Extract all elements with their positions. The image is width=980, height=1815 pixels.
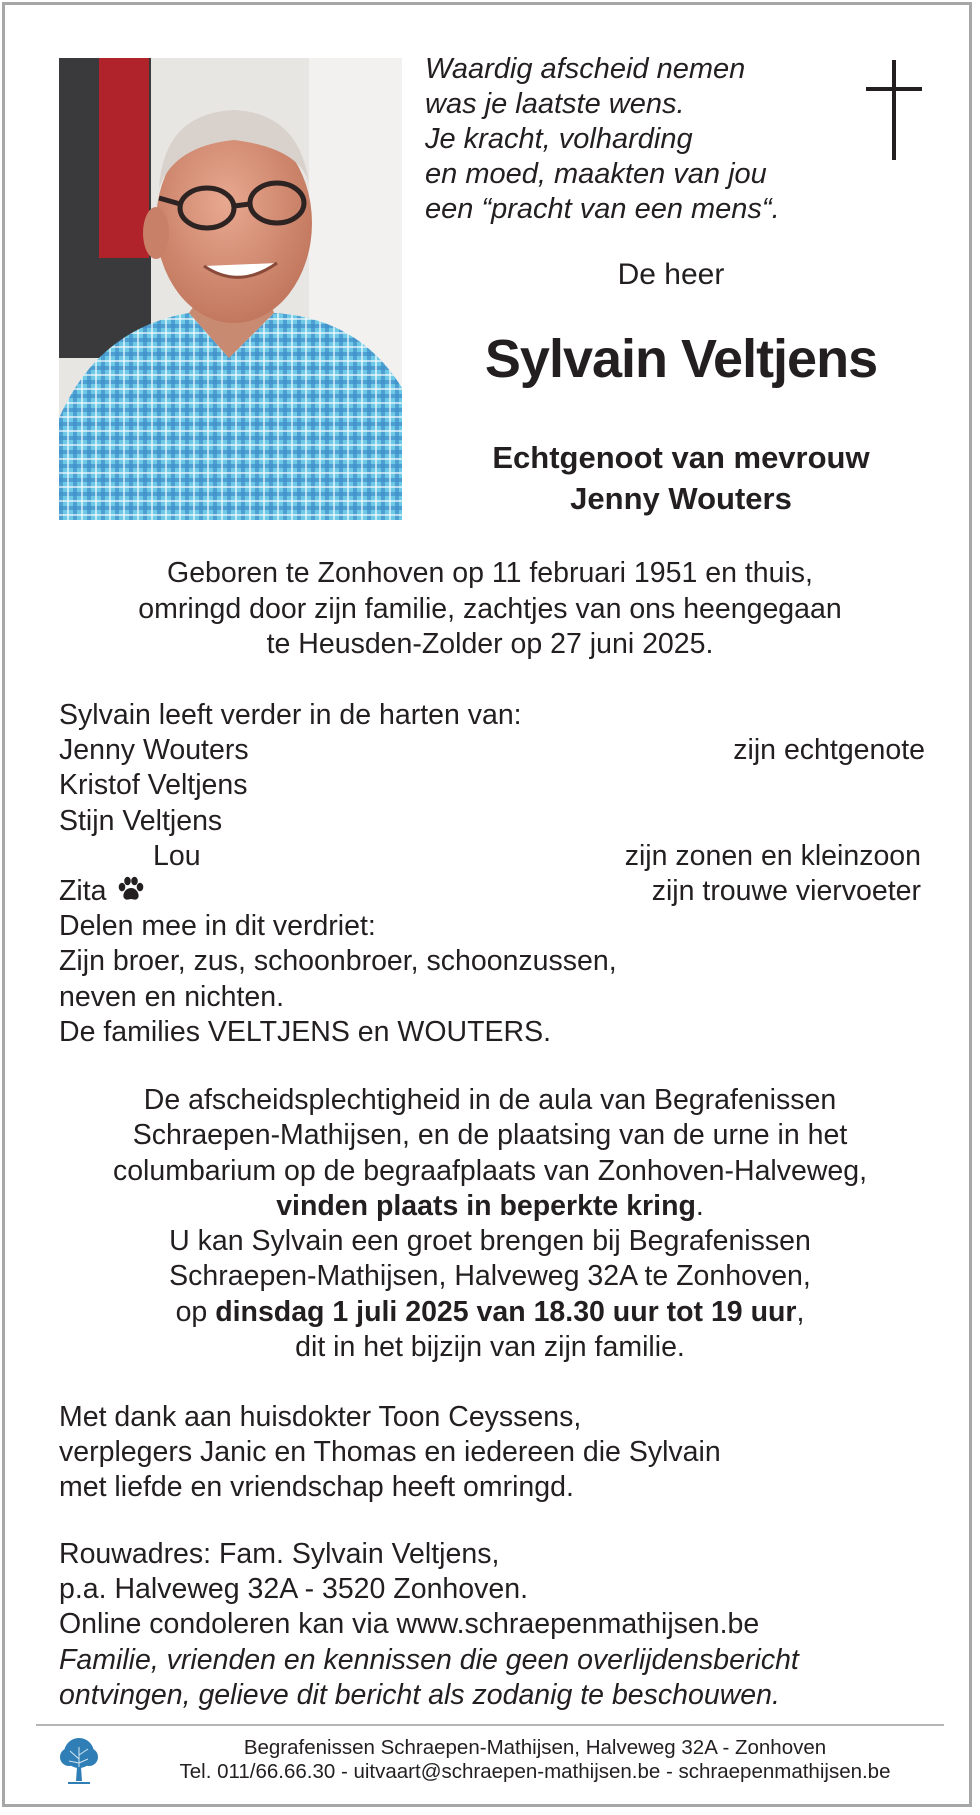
text-line: Rouwadres: Fam. Sylvain Veltjens, xyxy=(59,1538,500,1570)
family-row xyxy=(59,733,925,768)
text-line: De afscheidsplechtigheid in de aula van Begrafenissen xyxy=(143,1084,837,1116)
family-row xyxy=(59,804,925,839)
family-member-name: Stijn Veltjens xyxy=(59,804,223,837)
text-line: Zijn broer, zus, schoonbroer, schoonzussen, xyxy=(59,945,617,978)
deceased-name: Sylvain Veltjens xyxy=(484,329,878,389)
text-line: Online condoleren kan via www.schraepenmathijsen.be xyxy=(59,1608,760,1641)
portrait-photo xyxy=(59,58,402,520)
funeral-home-footer xyxy=(100,1736,970,1784)
poem xyxy=(425,52,825,227)
text-row xyxy=(59,1015,925,1050)
spouse-line: Echtgenoot van mevrouw xyxy=(492,440,870,475)
family-row xyxy=(59,839,925,874)
family-intro xyxy=(59,698,925,733)
poem-line: en moed, maakten van jou xyxy=(425,158,767,190)
footer-divider xyxy=(36,1724,944,1726)
footer-line: Tel. 011/66.66.30 - uitvaart@schraepen-mathijsen.be - schraepenmathijsen.be xyxy=(179,1760,891,1783)
family-list xyxy=(59,698,925,1050)
text-line: ontvingen, gelieve dit bericht als zodanig te beschouwen. xyxy=(59,1678,780,1711)
poem-line: Je kracht, volharding xyxy=(425,123,693,155)
family-row xyxy=(59,768,925,803)
text-line: Schraepen-Mathijsen, en de plaatsing van de urne in het xyxy=(132,1119,848,1152)
text-line: omringd door zijn familie, zachtjes van ons heengegaan xyxy=(138,592,842,625)
text-row xyxy=(59,944,925,979)
cross-icon xyxy=(866,60,922,160)
family-relation: zijn trouwe viervoeter xyxy=(651,874,921,907)
poem-line: Waardig afscheid nemen xyxy=(425,53,746,85)
spouse-name: Jenny Wouters xyxy=(570,481,792,516)
text-fragment: , xyxy=(796,1295,805,1328)
text-line: Delen mee in dit verdriet: xyxy=(59,910,376,943)
family-relation: zijn echtgenote xyxy=(733,734,925,767)
family-relation: zijn zonen en kleinzoon xyxy=(624,839,921,872)
text-line xyxy=(40,1189,940,1224)
ceremony-info xyxy=(40,1083,940,1365)
spouse-info xyxy=(420,437,942,519)
text-row xyxy=(59,909,925,944)
family-member-name: Lou xyxy=(153,839,201,872)
mourning-address xyxy=(59,1537,959,1713)
text-line: met liefde en vriendschap heeft omringd. xyxy=(59,1471,574,1504)
family-member-entry xyxy=(59,874,145,909)
emphasis-text: dinsdag 1 juli 2025 van 18.30 uur tot 19 uur xyxy=(215,1295,797,1328)
text-line: columbarium op de begraafplaats van Zonhoven-Halveweg, xyxy=(112,1154,868,1187)
footer-line: Begrafenissen Schraepen-Mathijsen, Halveweg 32A - Zonhoven xyxy=(243,1736,827,1759)
text-line xyxy=(40,1295,940,1330)
family-row xyxy=(59,874,925,909)
text-line: Familie, vrienden en kennissen die geen overlijdensbericht xyxy=(59,1643,799,1676)
text-row xyxy=(59,980,925,1015)
text-line: De families VELTJENS en WOUTERS. xyxy=(59,1015,552,1048)
text-line: p.a. Halveweg 32A - 3520 Zonhoven. xyxy=(59,1573,528,1606)
thanks-text xyxy=(59,1400,939,1506)
text-fragment: op xyxy=(175,1295,216,1328)
text-line: te Heusden-Zolder op 27 juni 2025. xyxy=(266,628,714,660)
text-line: Sylvain leeft verder in de harten van: xyxy=(59,699,522,731)
text-line: Schraepen-Mathijsen, Halveweg 32A te Zonhoven, xyxy=(169,1260,811,1293)
text-line: U kan Sylvain een groet brengen bij Begrafenissen xyxy=(169,1225,811,1258)
emphasis-text: vinden plaats in beperkte kring xyxy=(276,1189,696,1222)
honorific: De heer xyxy=(617,258,725,291)
poem-line: was je laatste wens. xyxy=(425,88,685,120)
family-member-name: Zita xyxy=(59,874,107,907)
tree-logo-icon xyxy=(58,1737,100,1785)
family-member-name: Jenny Wouters xyxy=(59,734,249,767)
poem-line: een “pracht van een mens“. xyxy=(425,193,780,225)
text-line: dit in het bijzijn van zijn familie. xyxy=(295,1331,685,1364)
text-line: Geboren te Zonhoven op 11 februari 1951 en thuis, xyxy=(167,557,813,589)
paw-icon xyxy=(117,876,145,902)
text-line: Met dank aan huisdokter Toon Ceyssens, xyxy=(59,1401,582,1433)
text-fragment: . xyxy=(695,1189,704,1222)
text-line: neven en nichten. xyxy=(59,980,285,1013)
text-line: verplegers Janic en Thomas en iedereen die Sylvain xyxy=(59,1436,721,1469)
family-member-name: Kristof Veltjens xyxy=(59,769,248,802)
birth-death-text xyxy=(60,556,920,663)
